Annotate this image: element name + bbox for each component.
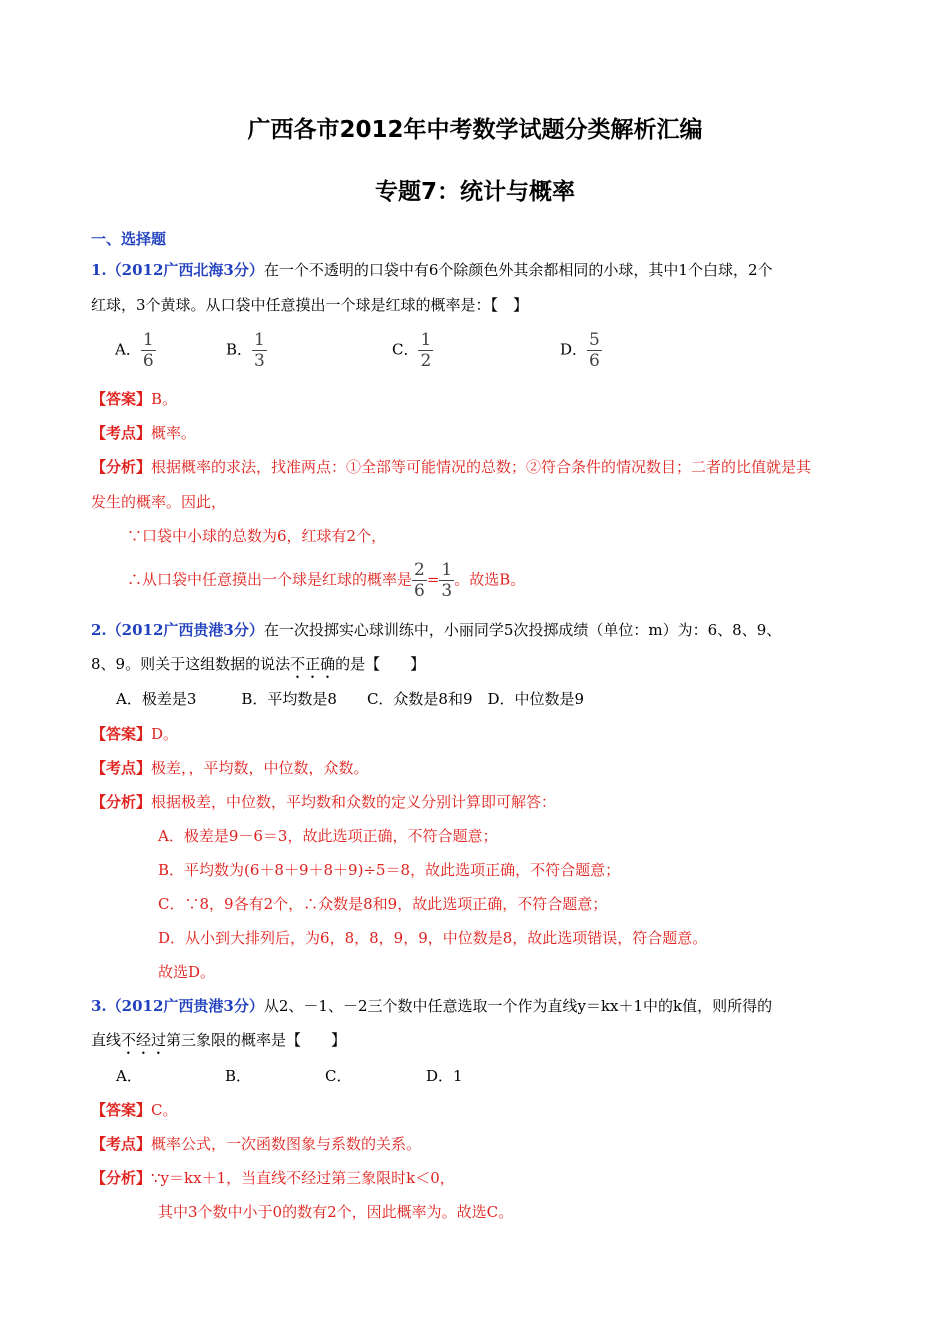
q1-analysis-line4 — [127, 560, 525, 601]
q3-option-a: A． — [116, 1067, 142, 1085]
q1-option-d-fraction — [587, 330, 602, 371]
q3-stem-post: 第三象限的概率是【 】 — [166, 1031, 347, 1049]
q3-analysis-line2: 其中3个数中小于0的数有2个，因此概率为。故选C。 — [158, 1203, 514, 1221]
q1-analysis-line4-post: 。故选B。 — [454, 570, 526, 589]
q3-analysis-text: ∵y＝kx＋1，当直线不经过第三象限时k＜0， — [151, 1169, 455, 1187]
q1-option-a-den: 6 — [142, 351, 154, 371]
q1-stem-line1 — [91, 259, 773, 281]
q1-option-c-fraction — [418, 330, 433, 371]
q2-analysis-c: C．∵8，9各有2个，∴众数是8和9，故此选项正确，不符合题意； — [158, 895, 608, 913]
q1-option-d-num: 5 — [589, 330, 600, 350]
q3-stem-line2 — [91, 1029, 346, 1058]
q1-option-c — [392, 330, 433, 371]
q2-stem-line1 — [91, 619, 781, 641]
q2-stem-line2 — [91, 653, 425, 682]
q1-option-d-den: 6 — [589, 351, 600, 371]
q2-point — [91, 757, 369, 779]
q1-option-b-fraction — [252, 330, 267, 371]
q2-answer-tag: 【答案】 — [91, 725, 152, 743]
q1-analysis-line1 — [91, 456, 811, 478]
q1-option-b-den: 3 — [254, 351, 265, 371]
q1-f2-num: 1 — [441, 560, 453, 580]
q3-stem-text1: 从2、－1、－2三个数中任意选取一个作为直线y＝kx＋1中的k值，则所得的 — [263, 997, 773, 1015]
q2-analysis-b: B．平均数为(6＋8＋9＋8＋9)÷5＝8，故此选项正确，不符合题意； — [158, 861, 621, 879]
page-title: 广西各市2012年中考数学试题分类解析汇编 — [247, 117, 703, 143]
q1-option-c-num: 1 — [420, 330, 432, 350]
page-subtitle: 专题7：统计与概率 — [374, 179, 575, 205]
q1-option-a — [115, 330, 156, 371]
q1-option-a-label: A． — [115, 340, 141, 359]
q3-stem-line1 — [91, 995, 772, 1017]
q1-answer — [91, 388, 177, 410]
q2-emphasis-text: 不正确 — [290, 655, 336, 673]
q1-answer-tag: 【答案】 — [91, 390, 152, 408]
q2-answer-text: D。 — [151, 725, 179, 743]
q1-option-b-num: 1 — [254, 330, 265, 350]
q1-option-b — [226, 330, 267, 371]
q1-option-c-label: C． — [392, 340, 419, 359]
q1-point — [91, 422, 196, 444]
q1-analysis-tag: 【分析】 — [91, 458, 152, 476]
q3-stem-pre: 直线 — [91, 1031, 122, 1049]
q1-fraction-2-6 — [412, 560, 427, 601]
q2-stem-text1: 在一次投掷实心球训练中，小丽同学5次投掷成绩（单位：m）为：6、8、9、 — [263, 621, 782, 639]
q3-analysis — [91, 1167, 455, 1189]
section-heading: 一、选择题 — [91, 230, 167, 248]
q1-f1-den: 6 — [414, 581, 425, 601]
q3-analysis-tag: 【分析】 — [91, 1169, 152, 1187]
q2-point-text: 极差，，平均数，中位数，众数。 — [151, 759, 369, 777]
q1-analysis-line2: 发生的概率。因此， — [91, 493, 227, 511]
q1-source: 1.（2012广西北海3分） — [91, 261, 264, 279]
q3-option-c: C． — [325, 1067, 352, 1085]
q2-source: 2.（2012广西贵港3分） — [91, 621, 264, 639]
q1-stem-line2: 红球，3个黄球。从口袋中任意摸出一个球是红球的概率是：【 】 — [91, 296, 529, 314]
q3-answer — [91, 1099, 178, 1121]
q1-point-text: 概率。 — [151, 424, 197, 442]
q1-option-d — [560, 330, 602, 371]
q3-option-b: B． — [225, 1067, 252, 1085]
q2-answer — [91, 723, 178, 745]
q1-equals: = — [426, 570, 440, 589]
q1-analysis-line4-pre: ∴从口袋中任意摸出一个球是红球的概率是 — [127, 570, 413, 589]
q2-point-tag: 【考点】 — [91, 759, 152, 777]
q1-option-c-den: 2 — [420, 351, 432, 371]
q2-analysis-text: 根据极差，中位数，平均数和众数的定义分别计算即可解答： — [151, 793, 557, 811]
q2-analysis-tag: 【分析】 — [91, 793, 152, 811]
q2-conclusion: 故选D。 — [158, 963, 216, 981]
q1-f1-num: 2 — [414, 560, 425, 580]
q1-analysis-line3: ∵口袋中小球的总数为6，红球有2个， — [127, 527, 387, 545]
q2-analysis — [91, 791, 556, 813]
q1-point-tag: 【考点】 — [91, 424, 152, 442]
q2-stem-post: 的是【 】 — [335, 655, 426, 673]
q1-option-b-label: B． — [226, 340, 253, 359]
q3-emphasis-text: 不经过 — [121, 1031, 167, 1049]
q2-stem-pre: 8、9。则关于这组数据的说法 — [91, 655, 291, 673]
q3-source: 3.（2012广西贵港3分） — [91, 997, 264, 1015]
q1-option-d-label: D． — [560, 340, 588, 359]
q1-f2-den: 3 — [441, 581, 453, 601]
q3-point — [91, 1133, 421, 1155]
q1-option-a-num: 1 — [142, 330, 154, 350]
q3-option-d: D．1 — [426, 1067, 463, 1085]
q3-point-tag: 【考点】 — [91, 1135, 152, 1153]
q2-analysis-a: A．极差是9－6＝3，故此选项正确，不符合题意； — [158, 827, 498, 845]
q3-answer-text: C。 — [151, 1101, 178, 1119]
q2-analysis-d: D．从小到大排列后，为6，8，8，9，9，中位数是8，故此选项错误，符合题意。 — [158, 929, 708, 947]
q1-option-a-fraction — [141, 330, 156, 371]
q1-stem-text1: 在一个不透明的口袋中有6个除颜色外其余都相同的小球，其中1个白球，2个 — [263, 261, 773, 279]
q1-answer-text: B。 — [151, 390, 178, 408]
q3-answer-tag: 【答案】 — [91, 1101, 152, 1119]
q1-analysis-text1: 根据概率的求法，找准两点：①全部等可能情况的总数；②符合条件的情况数目；二者的比值就是其 — [151, 458, 812, 476]
q2-options: A．极差是3 B．平均数是8 C．众数是8和9 D．中位数是9 — [116, 690, 585, 708]
q3-point-text: 概率公式，一次函数图象与系数的关系。 — [151, 1135, 422, 1153]
q1-fraction-1-3 — [439, 560, 454, 601]
